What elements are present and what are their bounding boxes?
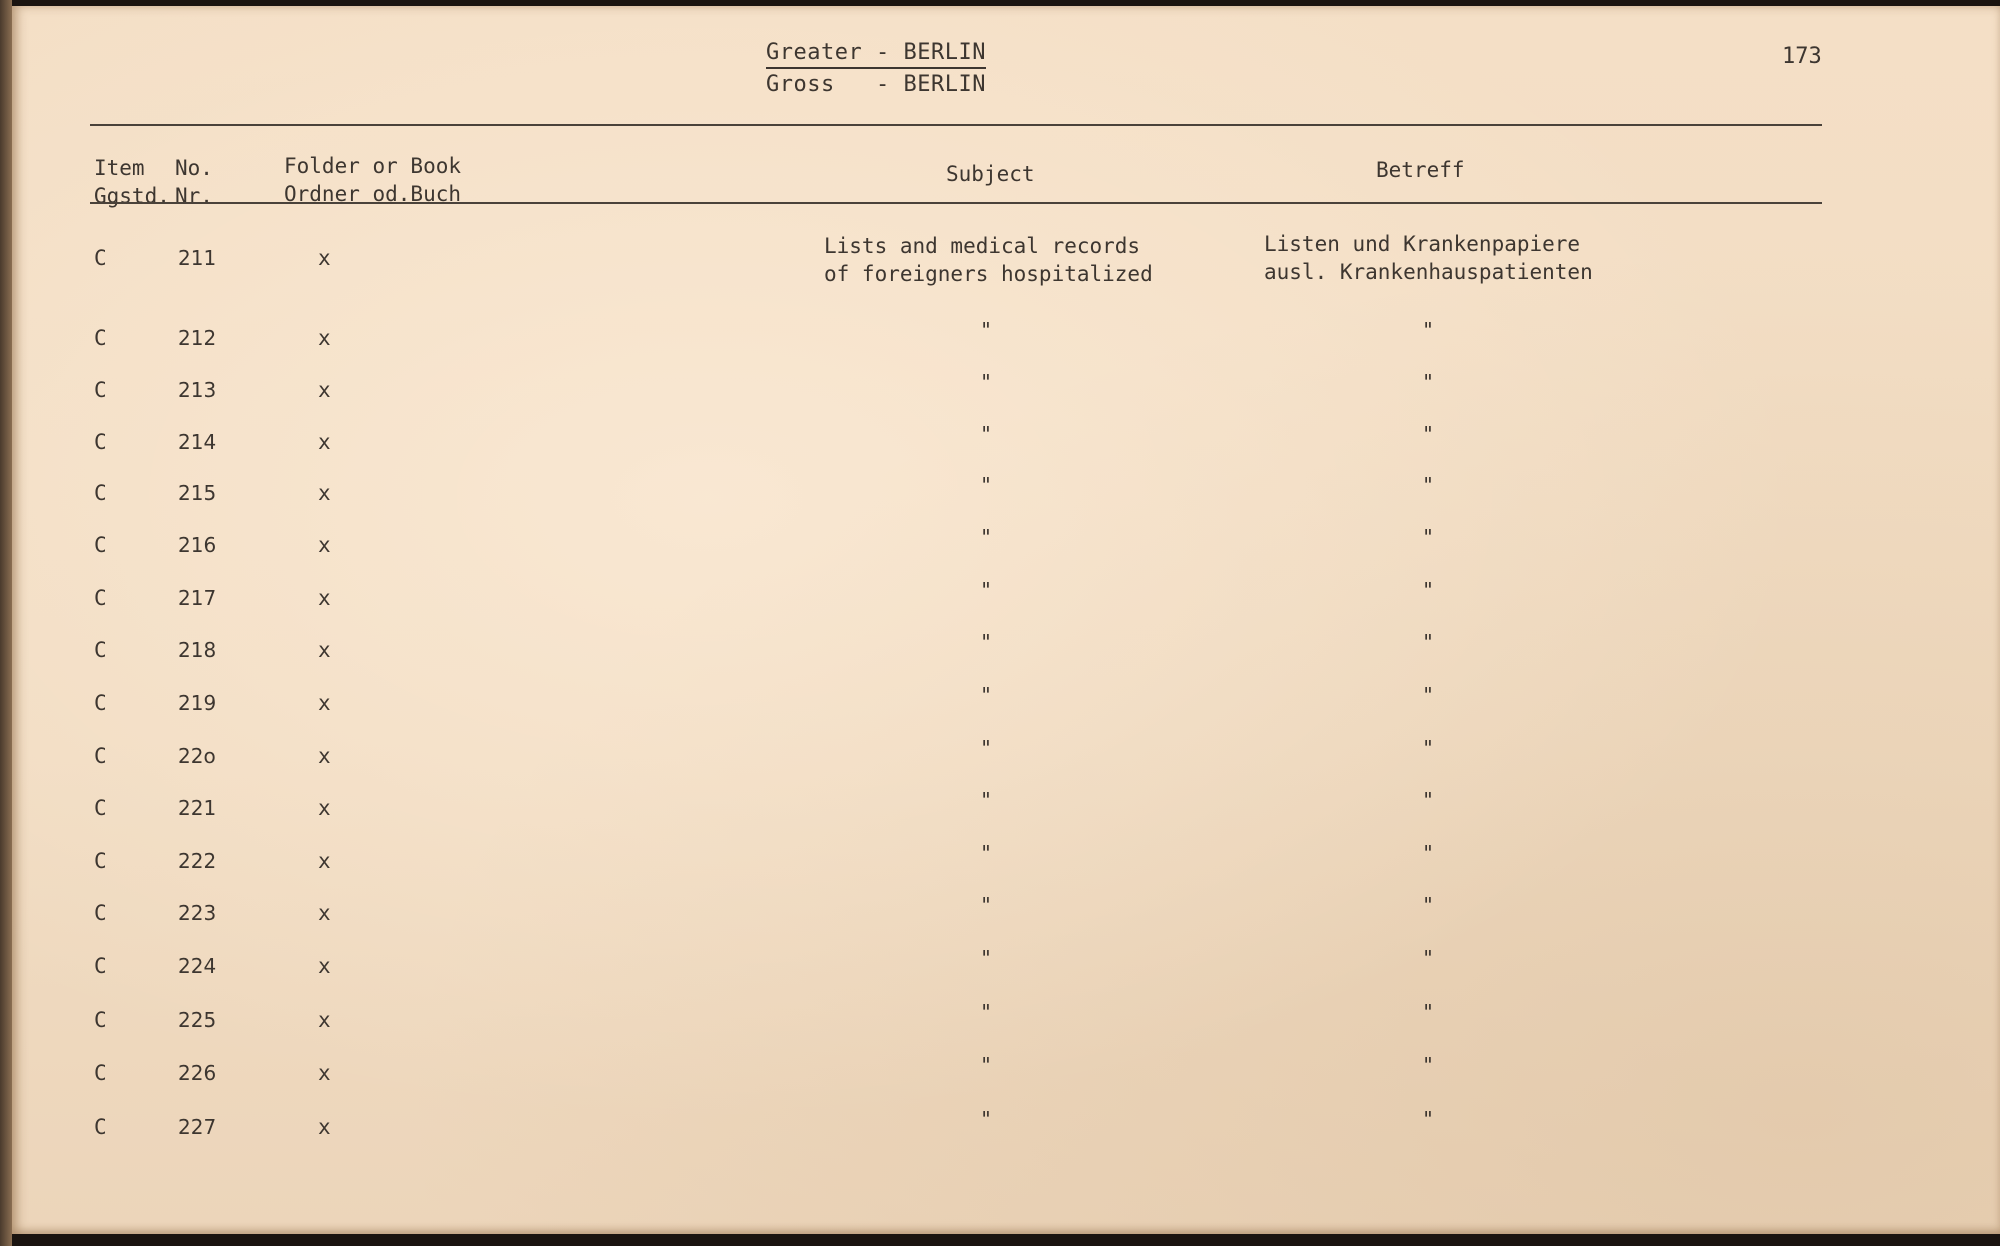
row-number: 226 [178, 1061, 217, 1085]
row-folder-mark: x [318, 954, 331, 978]
table-row [12, 525, 2000, 571]
table-row [12, 422, 2000, 468]
table-row [12, 893, 2000, 939]
column-header-no: No. [175, 156, 213, 180]
row-number: 223 [178, 901, 217, 925]
row-betreff-ditto: " [1422, 946, 1435, 970]
row-betreff-ditto: " [1422, 578, 1435, 602]
row-folder-mark: x [318, 901, 331, 925]
row-number: 211 [178, 246, 217, 270]
row-folder-mark: x [318, 246, 331, 270]
column-header-item-de: Ggstd. [94, 184, 170, 208]
row-folder-mark: x [318, 796, 331, 820]
row-betreff-ditto: " [1422, 370, 1435, 394]
column-header-item: Item [94, 156, 145, 180]
page-title-english: Greater - BERLIN [766, 40, 986, 69]
row-number: 212 [178, 326, 217, 350]
row-subject-ditto: " [980, 1053, 993, 1077]
row-betreff-ditto: " [1422, 841, 1435, 865]
row-item: C [94, 691, 107, 715]
row-folder-mark: x [318, 849, 331, 873]
table-row [12, 244, 2000, 284]
row-number: 219 [178, 691, 217, 715]
row-folder-mark: x [318, 481, 331, 505]
row-betreff-ditto: " [1422, 1000, 1435, 1024]
table-row [12, 683, 2000, 729]
row-folder-mark: x [318, 744, 331, 768]
row-subject-ditto: " [980, 683, 993, 707]
row-subject-ditto: " [980, 630, 993, 654]
row-number: 225 [178, 1008, 217, 1032]
row-subject-ditto: " [980, 318, 993, 342]
row-item: C [94, 326, 107, 350]
table-row [12, 318, 2000, 364]
row-betreff-ditto: " [1422, 473, 1435, 497]
row-subject-ditto: " [980, 422, 993, 446]
column-header-subject: Subject [946, 162, 1035, 186]
row-item: C [94, 1008, 107, 1032]
row-item: C [94, 586, 107, 610]
row-number: 224 [178, 954, 217, 978]
row-item: C [94, 378, 107, 402]
row-subject-ditto: " [980, 525, 993, 549]
table-row [12, 841, 2000, 887]
row-folder-mark: x [318, 1115, 331, 1139]
row-item: C [94, 901, 107, 925]
column-header-nr-de: Nr. [175, 184, 213, 208]
row-betreff-ditto: " [1422, 422, 1435, 446]
table-row [12, 946, 2000, 992]
row-item: C [94, 1115, 107, 1139]
row-betreff-ditto: " [1422, 1107, 1435, 1131]
row-item: C [94, 430, 107, 454]
row-betreff-ditto: " [1422, 630, 1435, 654]
column-header-folder: Folder or Book [284, 154, 462, 178]
row-subject-ditto: " [980, 578, 993, 602]
row-folder-mark: x [318, 1008, 331, 1032]
row-item: C [94, 849, 107, 873]
page-title-german: Gross - BERLIN [766, 72, 986, 97]
row-item: C [94, 638, 107, 662]
row-betreff-ditto: " [1422, 1053, 1435, 1077]
row-folder-mark: x [318, 326, 331, 350]
row-number: 217 [178, 586, 217, 610]
row-subject-ditto: " [980, 893, 993, 917]
row-folder-mark: x [318, 533, 331, 557]
column-header-ordner-de: Ordner od.Buch [284, 182, 462, 206]
row-number: 216 [178, 533, 217, 557]
row-subject-ditto: " [980, 1107, 993, 1131]
row-item: C [94, 744, 107, 768]
row-betreff-ditto: " [1422, 683, 1435, 707]
row-item: C [94, 1061, 107, 1085]
row-number: 227 [178, 1115, 217, 1139]
row-folder-mark: x [318, 1061, 331, 1085]
table-row [12, 1107, 2000, 1153]
row-item: C [94, 481, 107, 505]
row-item: C [94, 796, 107, 820]
table-row [12, 1053, 2000, 1099]
records-table [12, 6, 2000, 1234]
row-betreff-ditto: " [1422, 525, 1435, 549]
table-row [12, 736, 2000, 782]
row-item: C [94, 533, 107, 557]
row-betreff-ditto: " [1422, 736, 1435, 760]
row-item: C [94, 246, 107, 270]
first-entry-betreff-line1: Listen und Krankenpapiere [1264, 232, 1581, 256]
first-entry-betreff-line2: ausl. Krankenhauspatienten [1264, 260, 1593, 284]
row-betreff-ditto: " [1422, 788, 1435, 812]
row-subject-ditto: " [980, 788, 993, 812]
row-number: 214 [178, 430, 217, 454]
row-item: C [94, 954, 107, 978]
row-subject-ditto: " [980, 841, 993, 865]
row-number: 222 [178, 849, 217, 873]
table-row [12, 788, 2000, 834]
row-folder-mark: x [318, 430, 331, 454]
table-row [12, 578, 2000, 624]
row-folder-mark: x [318, 586, 331, 610]
book-spine [0, 0, 12, 1246]
table-row [12, 473, 2000, 519]
row-subject-ditto: " [980, 370, 993, 394]
row-number: 213 [178, 378, 217, 402]
column-header-betreff: Betreff [1376, 158, 1465, 182]
row-folder-mark: x [318, 638, 331, 662]
row-number: 22o [178, 744, 216, 768]
row-subject-ditto: " [980, 1000, 993, 1024]
document-page [12, 6, 2000, 1234]
row-folder-mark: x [318, 378, 331, 402]
row-number: 221 [178, 796, 217, 820]
row-subject-ditto: " [980, 473, 993, 497]
row-subject-ditto: " [980, 946, 993, 970]
row-number: 218 [178, 638, 217, 662]
row-betreff-ditto: " [1422, 893, 1435, 917]
first-entry-subject-line2: of foreigners hospitalized [824, 262, 1153, 286]
row-folder-mark: x [318, 691, 331, 715]
row-subject-ditto: " [980, 736, 993, 760]
row-number: 215 [178, 481, 217, 505]
table-row [12, 630, 2000, 676]
first-entry-subject-line1: Lists and medical records [824, 234, 1141, 258]
table-row [12, 370, 2000, 416]
page-number: 173 [1782, 44, 1822, 69]
row-betreff-ditto: " [1422, 318, 1435, 342]
table-row [12, 1000, 2000, 1046]
